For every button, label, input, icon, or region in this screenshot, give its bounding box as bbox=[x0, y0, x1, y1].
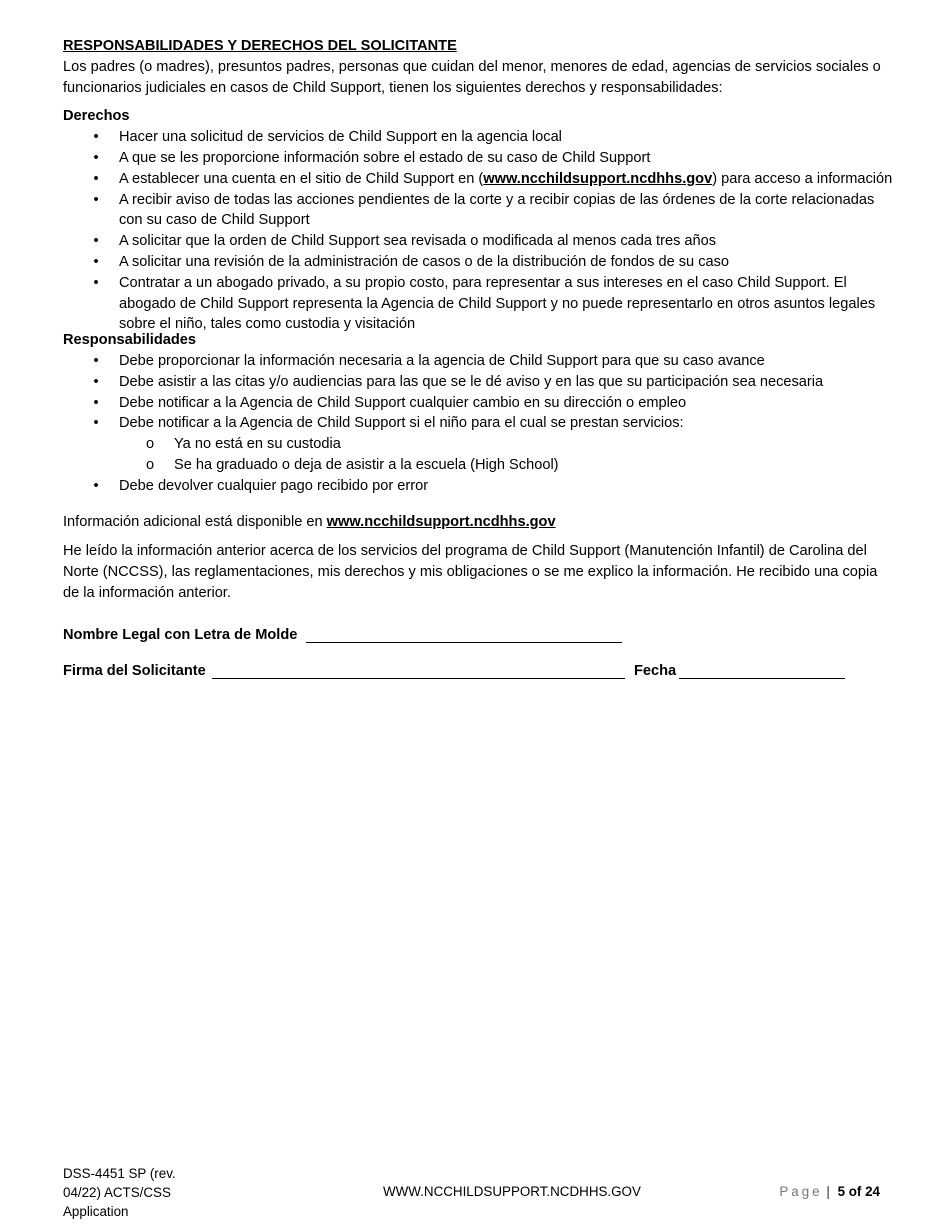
document-page bbox=[63, 36, 893, 683]
rights-item: • A establecer una cuenta en el sitio de Child Support en (www.ncchildsupport.ncdhhs.gov) para acceso a información bbox=[63, 169, 893, 190]
bullet-icon: • bbox=[93, 129, 99, 146]
page-indicator bbox=[779, 1182, 880, 1201]
rights-item: • A recibir aviso de todas las acciones pendientes de la corte y a recibir copias de las órdenes de la corte relacionadas con su caso de Child Support bbox=[63, 190, 893, 232]
responsibility-item: • Debe asistir a las citas y/o audiencias para las que se le dé aviso y en las que su participación sea necesaria bbox=[63, 372, 893, 393]
additional-info: Información adicional está disponible en www.ncchildsupport.ncdhhs.gov bbox=[63, 513, 556, 530]
circle-bullet-icon: o bbox=[146, 456, 155, 473]
bullet-icon: • bbox=[93, 274, 99, 291]
legal-name-field[interactable] bbox=[306, 625, 622, 643]
bullet-icon: • bbox=[93, 477, 99, 494]
bullet-icon: • bbox=[93, 394, 99, 411]
rights-item: • A que se les proporcione información sobre el estado de su caso de Child Support bbox=[63, 148, 893, 169]
rights-item: • A solicitar una revisión de la administración de casos o de la distribución de fondos de su caso bbox=[63, 252, 893, 273]
form-id: DSS-4451 SP (rev. 04/22) ACTS/CSS Application bbox=[63, 1166, 176, 1219]
intro-paragraph: Los padres (o madres), presuntos padres, personas que cuidan del menor, menores de edad, agencias de servicios sociales o funcionarios judiciales en casos de Child Support, tienen los siguientes derechos y responsabilidades: bbox=[63, 58, 881, 96]
bullet-icon: • bbox=[93, 352, 99, 369]
responsibility-item: • Debe notificar a la Agencia de Child Support si el niño para el cual se prestan servicios: o Ya no está en su custodia o Se ha graduado o deja de asistir a la escuela (High School) bbox=[63, 413, 893, 475]
rights-item: • A solicitar que la orden de Child Support sea revisada o modificada al menos cada tres años bbox=[63, 231, 893, 252]
rights-list bbox=[63, 127, 893, 335]
website-link[interactable]: www.ncchildsupport.ncdhhs.gov bbox=[483, 170, 713, 187]
legal-name-row bbox=[63, 625, 893, 647]
bullet-icon: • bbox=[93, 233, 99, 250]
signature-row bbox=[63, 661, 893, 683]
bullet-icon: • bbox=[93, 253, 99, 270]
page-word: Page bbox=[779, 1184, 823, 1199]
date-field[interactable] bbox=[679, 661, 845, 679]
responsibility-item: • Debe notificar a la Agencia de Child Support cualquier cambio en su dirección o empleo bbox=[63, 393, 893, 414]
rights-heading: Derechos bbox=[63, 108, 130, 125]
page-separator: | bbox=[826, 1184, 830, 1199]
legal-name-label: Nombre Legal con Letra de Molde bbox=[63, 626, 298, 643]
website-link[interactable]: www.ncchildsupport.ncdhhs.gov bbox=[326, 513, 556, 530]
responsibilities-list bbox=[63, 351, 893, 497]
responsibility-subitem: o Ya no está en su custodia bbox=[63, 434, 893, 455]
acknowledgement-paragraph: He leído la información anterior acerca de los servicios del programa de Child Support (Manutención Infantil) de Carolina del Norte (NCCSS), las reglamentaciones, mis derechos y mis obligaciones o se me explico la información. He recibido una copia de la información anterior. bbox=[63, 543, 878, 601]
circle-bullet-icon: o bbox=[146, 436, 155, 453]
responsibilities-heading: Responsabilidades bbox=[63, 332, 197, 349]
rights-item: • Contratar a un abogado privado, a su propio costo, para representar a sus intereses en el caso Child Support. El abogado de Child Support representa la Agencia de Child Support y no puede representarlo en otros asuntos legales sobre el niño, tales como custodia y visitación bbox=[63, 273, 893, 335]
rights-item: • Hacer una solicitud de servicios de Child Support en la agencia local bbox=[63, 127, 893, 148]
bullet-icon: • bbox=[93, 149, 99, 166]
responsibility-sublist bbox=[119, 434, 893, 476]
bullet-icon: • bbox=[93, 373, 99, 390]
document-title: RESPONSABILIDADES Y DERECHOS DEL SOLICITANTE bbox=[63, 38, 457, 54]
responsibility-item: • Debe proporcionar la información necesaria a la agencia de Child Support para que su caso avance bbox=[63, 351, 893, 372]
signature-field[interactable] bbox=[212, 661, 625, 679]
page-number: 5 of 24 bbox=[837, 1184, 880, 1199]
bullet-icon: • bbox=[93, 191, 99, 208]
responsibility-item: • Debe devolver cualquier pago recibido por error bbox=[63, 476, 893, 497]
bullet-icon: • bbox=[93, 415, 99, 432]
date-label: Fecha bbox=[634, 662, 677, 679]
bullet-icon: • bbox=[93, 170, 99, 187]
responsibility-subitem: o Se ha graduado o deja de asistir a la escuela (High School) bbox=[63, 455, 893, 476]
footer-website: WWW.NCCHILDSUPPORT.NCDHHS.GOV bbox=[383, 1184, 641, 1199]
signature-label: Firma del Solicitante bbox=[63, 662, 206, 679]
